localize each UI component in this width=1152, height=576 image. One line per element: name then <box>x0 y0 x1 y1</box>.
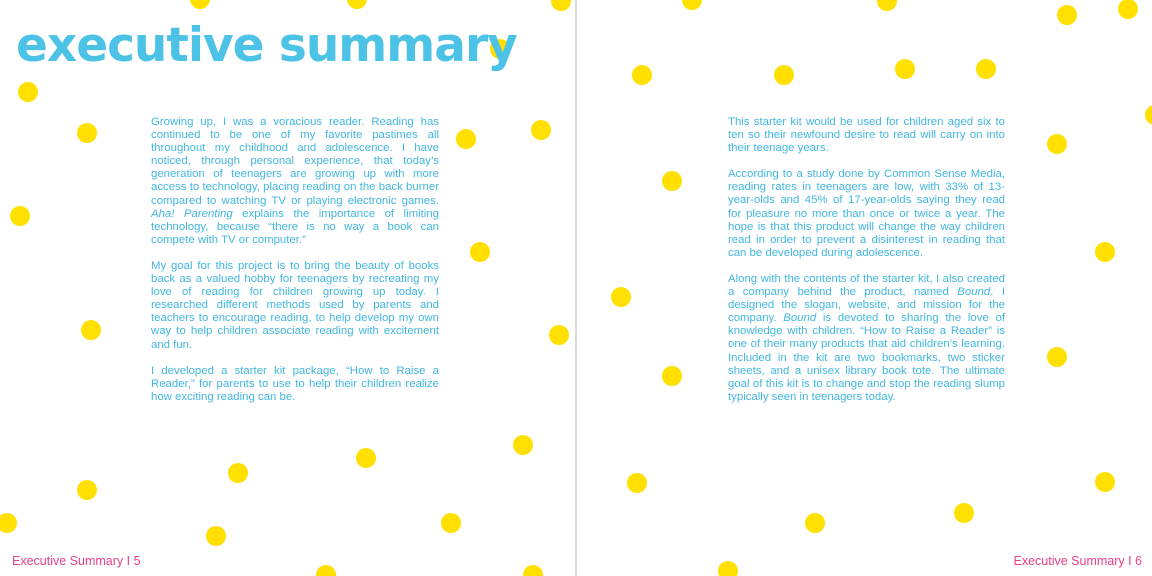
decorative-dot <box>18 82 38 102</box>
decorative-dot <box>347 0 367 9</box>
company-name: Bound <box>957 286 991 299</box>
decorative-dot <box>1095 242 1115 262</box>
decorative-dot <box>10 206 30 226</box>
decorative-dot <box>228 463 248 483</box>
paragraph: Growing up, I was a voracious reader. Reading has continued to be one of my favorite pastimes all throughout my childhood and adolescence. I have noticed, through personal experience, that today’s generation of teenagers are growing up with more access to technology, placing reading on the back burner compared to watching TV or playing electronic games. Aha! Parenting explains the importance of limiting technology, because “there is no way a book can compete with TV or computer.” <box>151 116 440 246</box>
page-footer: Executive Summary I 6 <box>1013 554 1142 568</box>
decorative-dot <box>805 513 825 533</box>
page-title: executive summary <box>16 18 517 73</box>
decorative-dot <box>611 287 631 307</box>
decorative-dot <box>774 65 794 85</box>
decorative-dot <box>976 59 996 79</box>
company-name: Bound <box>783 312 817 325</box>
left-page <box>0 0 575 576</box>
right-body-text <box>728 116 1005 417</box>
decorative-dot <box>1047 347 1067 367</box>
decorative-dot <box>662 366 682 386</box>
decorative-dot <box>877 0 897 11</box>
decorative-dot <box>954 503 974 523</box>
decorative-dot <box>513 435 533 455</box>
decorative-dot <box>662 171 682 191</box>
decorative-dot <box>0 513 17 533</box>
right-page <box>577 0 1152 576</box>
decorative-dot <box>1057 5 1077 25</box>
decorative-dot <box>81 320 101 340</box>
decorative-dot <box>523 565 543 576</box>
decorative-dot <box>206 526 226 546</box>
paragraph: I developed a starter kit package, “How to Raise a Reader,” for parents to use to help their children realize how exciting reading can be. <box>151 364 439 403</box>
decorative-dot <box>1095 472 1115 492</box>
decorative-dot <box>470 242 490 262</box>
left-body-text <box>151 116 439 417</box>
decorative-dot <box>316 565 336 576</box>
paragraph: My goal for this project is to bring the beauty of books back as a valued hobby for teenagers by recreating my love of reading for children growing up today. I researched different methods used by parents and teachers to encourage reading, to help develop my own way to help children associate reading with excitement and fun. <box>151 259 439 351</box>
decorative-dot <box>1118 0 1138 19</box>
decorative-dot <box>551 0 571 11</box>
decorative-dot <box>77 480 97 500</box>
decorative-dot <box>190 0 210 9</box>
decorative-dot <box>441 513 461 533</box>
decorative-dot <box>718 561 738 576</box>
decorative-dot <box>627 473 647 493</box>
decorative-dot <box>531 120 551 140</box>
decorative-dot <box>549 325 569 345</box>
publication-title: Aha! Parenting <box>151 207 233 220</box>
decorative-dot <box>1047 134 1067 154</box>
paragraph: Along with the contents of the starter kit, I also created a company behind the product, named Bound. I designed the slogan, website, and mission for the company. Bound is devoted to sharing the love of knowledge with children. “How to Raise a Reader” is one of their many products that aid children’s learning. Included in the kit are two bookmarks, two sticker sheets, and a unisex library book tote. The ultimate goal of this kit is to change and stop the reading slump typically seen in teenagers today. <box>728 272 1005 403</box>
page-footer: Executive Summary I 5 <box>12 554 141 568</box>
decorative-dot <box>1145 105 1152 125</box>
paragraph: According to a study done by Common Sense Media, reading rates in teenagers are low, with 33% of 13-year-olds and 45% of 17-year-olds saying they read for pleasure no more than once or twice a year. The hope is that this product will change the way children read in order to prevent a disinterest in reading that can be developed during adolescence. <box>728 168 1005 259</box>
decorative-dot <box>632 65 652 85</box>
decorative-dot <box>682 0 702 10</box>
paragraph: This starter kit would be used for children aged six to ten so their newfound desire to read will carry on into their teenage years. <box>728 116 1005 155</box>
decorative-dot <box>895 59 915 79</box>
decorative-dot <box>456 129 476 149</box>
decorative-dot <box>356 448 376 468</box>
decorative-dot <box>77 123 97 143</box>
